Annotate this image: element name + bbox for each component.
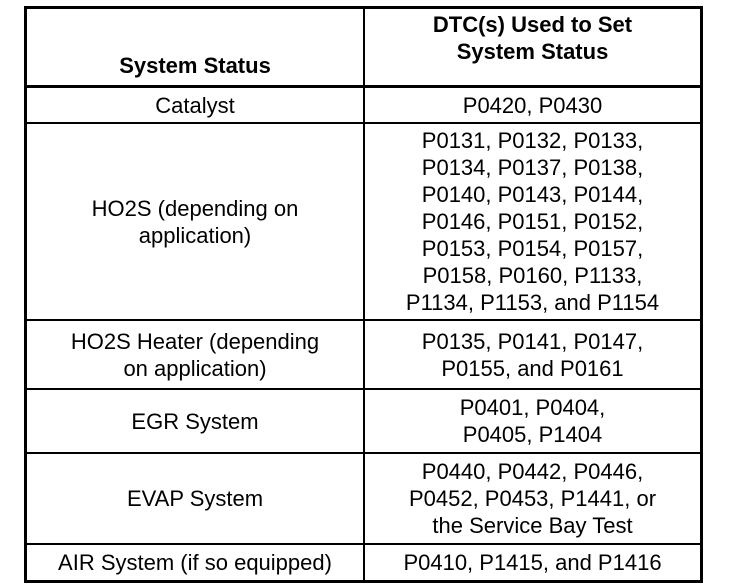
status-cell: EGR System bbox=[26, 389, 365, 453]
table-row bbox=[26, 123, 702, 320]
status-cell: EVAP System bbox=[26, 453, 365, 544]
dtc-cell: P0420, P0430 bbox=[364, 87, 702, 124]
status-cell: HO2S Heater (depending on application) bbox=[26, 320, 365, 389]
header-row bbox=[26, 8, 702, 87]
dtc-cell: P0440, P0442, P0446, P0452, P0453, P1441, or the Service Bay Test bbox=[364, 453, 702, 544]
system-status-dtc-table bbox=[24, 6, 703, 583]
dtc-cell: P0401, P0404, P0405, P1404 bbox=[364, 389, 702, 453]
dtc-cell: P0410, P1415, and P1416 bbox=[364, 544, 702, 582]
table-row bbox=[26, 87, 702, 124]
header-dtcs-used: DTC(s) Used to Set System Status bbox=[364, 8, 702, 87]
status-cell: Catalyst bbox=[26, 87, 365, 124]
table-row bbox=[26, 389, 702, 453]
dtc-cell: P0135, P0141, P0147, P0155, and P0161 bbox=[364, 320, 702, 389]
table-row bbox=[26, 544, 702, 582]
dtc-cell: P0131, P0132, P0133, P0134, P0137, P0138, P0140, P0143, P0144, P0146, P0151, P0152, P0153, P0154, P0157, P0158, P0160, P1133, P1134, P1153, and P1154 bbox=[364, 123, 702, 320]
status-cell: HO2S (depending on application) bbox=[26, 123, 365, 320]
header-system-status: System Status bbox=[26, 8, 365, 87]
dtc-table-container bbox=[24, 6, 703, 583]
table-row bbox=[26, 320, 702, 389]
table-row bbox=[26, 453, 702, 544]
status-cell: AIR System (if so equipped) bbox=[26, 544, 365, 582]
